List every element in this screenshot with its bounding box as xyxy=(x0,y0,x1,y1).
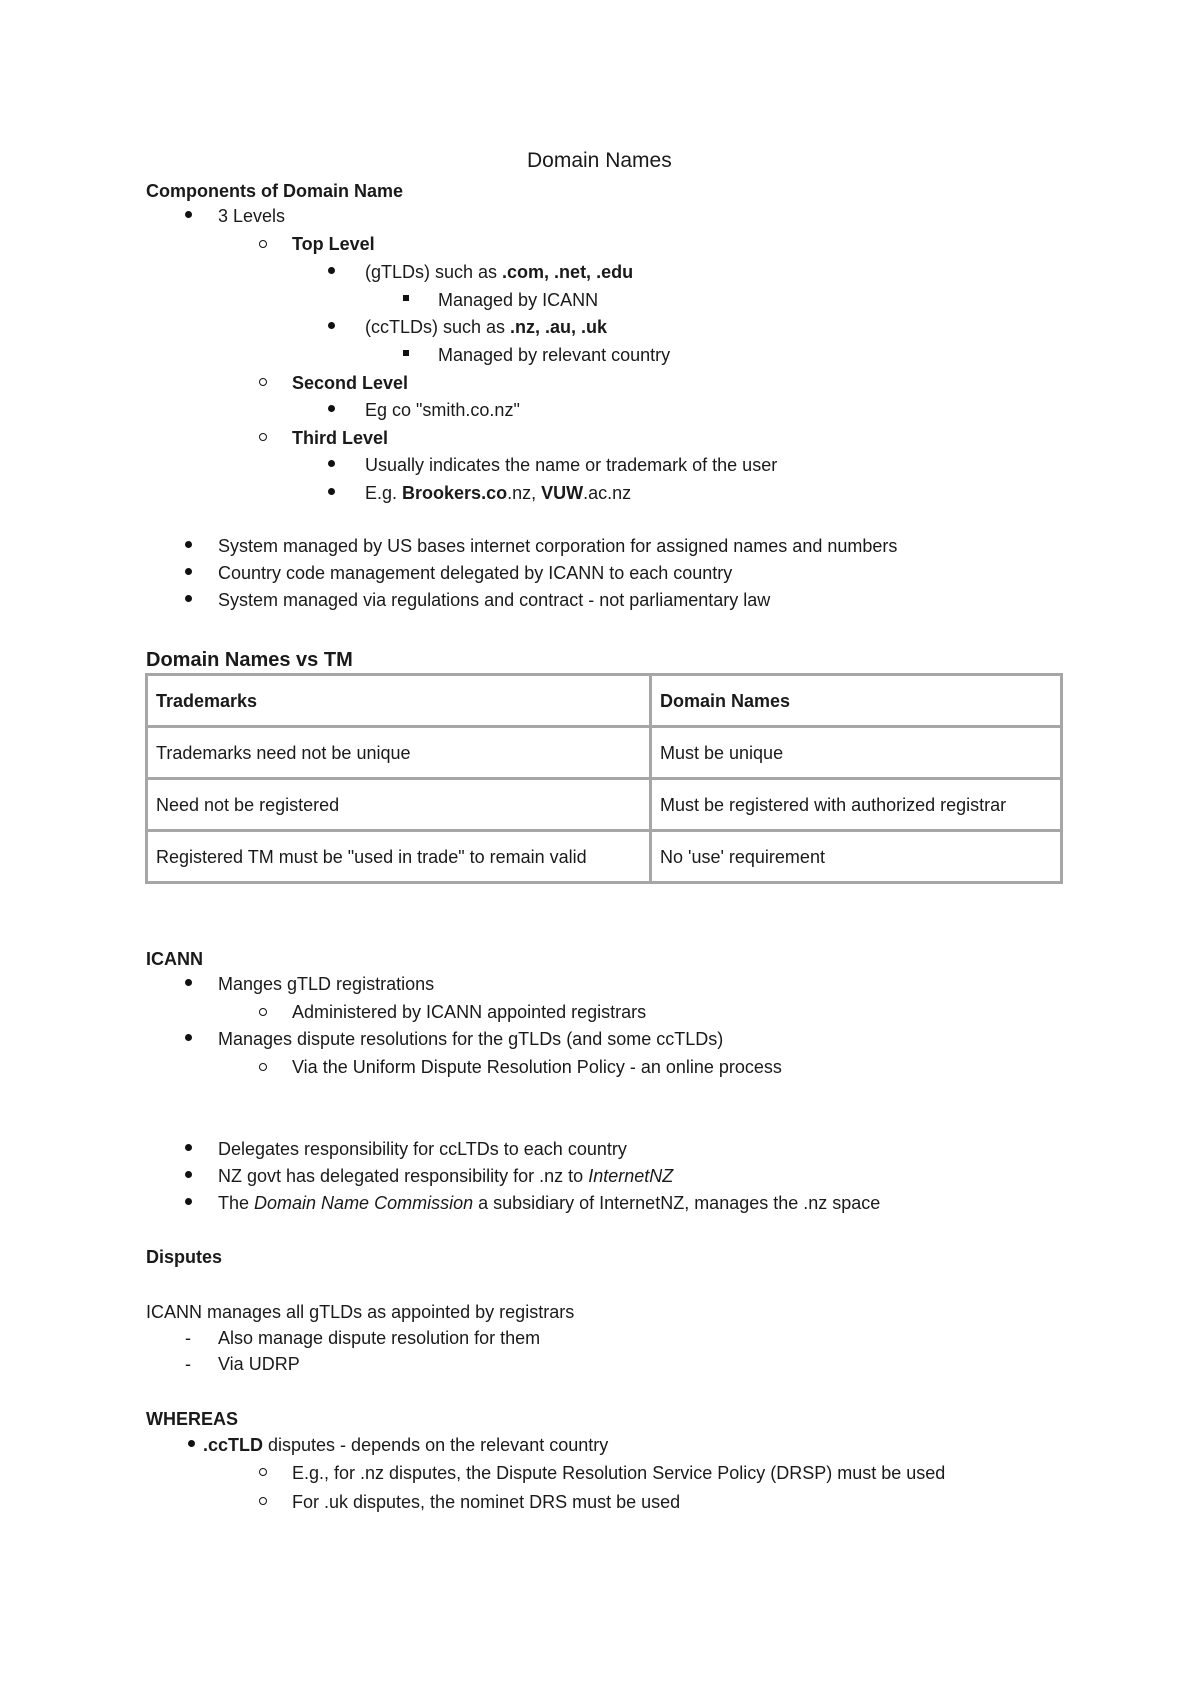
cctld-managed: Managed by relevant country xyxy=(438,345,671,365)
bullet-dot-icon xyxy=(328,488,335,495)
icann-point: Manages dispute resolutions for the gTLDs (and some ccTLDs) xyxy=(218,1029,724,1049)
table-row xyxy=(147,779,1062,831)
page-title: Domain Names xyxy=(527,149,672,172)
icann-point: Manges gTLD registrations xyxy=(218,974,435,994)
bullet-dot-icon xyxy=(185,211,192,218)
disputes-point: Via UDRP xyxy=(218,1354,300,1374)
system-point: System managed via regulations and contract - not parliamentary law xyxy=(218,590,771,610)
bullet-dot-icon xyxy=(185,1198,192,1205)
table-cell: Registered TM must be "used in trade" to remain valid xyxy=(147,831,651,883)
eg-vuw: VUW xyxy=(541,483,584,503)
icann-heading: ICANN xyxy=(146,949,203,969)
disputes-heading: Disputes xyxy=(146,1247,223,1267)
icann-subpoint: Administered by ICANN appointed registrars xyxy=(292,1002,647,1022)
p5-italic: Domain Name Commission xyxy=(254,1193,474,1213)
bullet-dot-icon xyxy=(328,405,335,412)
bullet-circle-icon xyxy=(259,1468,267,1476)
table-header-cell: Domain Names xyxy=(651,675,1062,727)
levels-item: 3 Levels xyxy=(218,206,286,226)
bullet-circle-icon xyxy=(259,1063,267,1071)
gtld-item xyxy=(365,261,633,283)
dash-icon: - xyxy=(185,1354,191,1374)
gtld-prefix: (gTLDs) such as xyxy=(365,262,503,282)
dash-icon: - xyxy=(185,1328,191,1348)
bullet-dot-icon xyxy=(185,1034,192,1041)
whereas-rest: disputes - depends on the relevant country xyxy=(263,1435,609,1455)
icann-point: Delegates responsibility for ccLTDs to each country xyxy=(218,1139,627,1159)
gtld-managed: Managed by ICANN xyxy=(438,290,599,310)
bullet-dot-icon xyxy=(328,322,335,329)
bullet-circle-icon xyxy=(259,1497,267,1505)
eg-mid: .nz, xyxy=(507,483,542,503)
bullet-dot-icon xyxy=(185,979,192,986)
gtld-examples: .com, .net, .edu xyxy=(502,262,634,282)
table-header-row xyxy=(147,675,1062,727)
bullet-dot-icon xyxy=(328,267,335,274)
bullet-dot-icon xyxy=(185,1171,192,1178)
icann-point xyxy=(218,1165,673,1187)
bullet-circle-icon xyxy=(259,240,267,248)
cctld-bold: .ccTLD xyxy=(203,1435,264,1455)
eg-brookers: Brookers.co xyxy=(402,483,508,503)
tm-section-heading: Domain Names vs TM xyxy=(146,649,353,671)
bullet-dot-icon xyxy=(185,568,192,575)
bullet-square-icon xyxy=(403,350,409,356)
cctld-examples: .nz, .au, .uk xyxy=(510,317,608,337)
p4-italic: InternetNZ xyxy=(588,1166,674,1186)
icann-subpoint: Via the Uniform Dispute Resolution Policy - an online process xyxy=(292,1057,782,1077)
bullet-dot-icon xyxy=(328,460,335,467)
table-row xyxy=(147,831,1062,883)
disputes-intro: ICANN manages all gTLDs as appointed by registrars xyxy=(146,1302,575,1322)
table-cell: No 'use' requirement xyxy=(651,831,1062,883)
p5-suffix: a subsidiary of InternetNZ, manages the .nz space xyxy=(473,1193,881,1213)
table-cell: Must be unique xyxy=(651,727,1062,779)
tm-comparison-table xyxy=(145,673,1063,884)
bullet-circle-icon xyxy=(259,378,267,386)
top-level-label: Top Level xyxy=(292,234,375,254)
bullet-dot-icon xyxy=(185,541,192,548)
bullet-dot-icon xyxy=(188,1440,195,1447)
p4-prefix: NZ govt has delegated responsibility for .nz to xyxy=(218,1166,589,1186)
p5-prefix: The xyxy=(218,1193,255,1213)
table-cell: Trademarks need not be unique xyxy=(147,727,651,779)
table-cell: Must be registered with authorized registrar xyxy=(651,779,1062,831)
bullet-circle-icon xyxy=(259,433,267,441)
bullet-dot-icon xyxy=(185,595,192,602)
table-row xyxy=(147,727,1062,779)
whereas-subpoint: For .uk disputes, the nominet DRS must be used xyxy=(292,1492,681,1512)
whereas-subpoint: E.g., for .nz disputes, the Dispute Resolution Service Policy (DRSP) must be used xyxy=(292,1463,946,1483)
icann-point xyxy=(218,1192,880,1214)
third-level-desc: Usually indicates the name or trademark of the user xyxy=(365,455,778,475)
third-level-label: Third Level xyxy=(292,428,389,448)
bullet-circle-icon xyxy=(259,1008,267,1016)
whereas-point xyxy=(203,1434,608,1456)
second-level-example: Eg co "smith.co.nz" xyxy=(365,400,520,420)
second-level-label: Second Level xyxy=(292,373,409,393)
table-cell: Need not be registered xyxy=(147,779,651,831)
bullet-dot-icon xyxy=(185,1144,192,1151)
system-point: Country code management delegated by ICANN to each country xyxy=(218,563,733,583)
components-heading: Components of Domain Name xyxy=(146,181,404,201)
eg-prefix: E.g. xyxy=(365,483,403,503)
disputes-point: Also manage dispute resolution for them xyxy=(218,1328,541,1348)
third-level-example xyxy=(365,482,631,504)
cctld-prefix: (ccTLDs) such as xyxy=(365,317,511,337)
table-header-cell: Trademarks xyxy=(147,675,651,727)
bullet-square-icon xyxy=(403,295,409,301)
cctld-item xyxy=(365,316,607,338)
system-point: System managed by US bases internet corporation for assigned names and numbers xyxy=(218,536,898,556)
eg-end: .ac.nz xyxy=(583,483,632,503)
whereas-heading: WHEREAS xyxy=(146,1409,239,1429)
